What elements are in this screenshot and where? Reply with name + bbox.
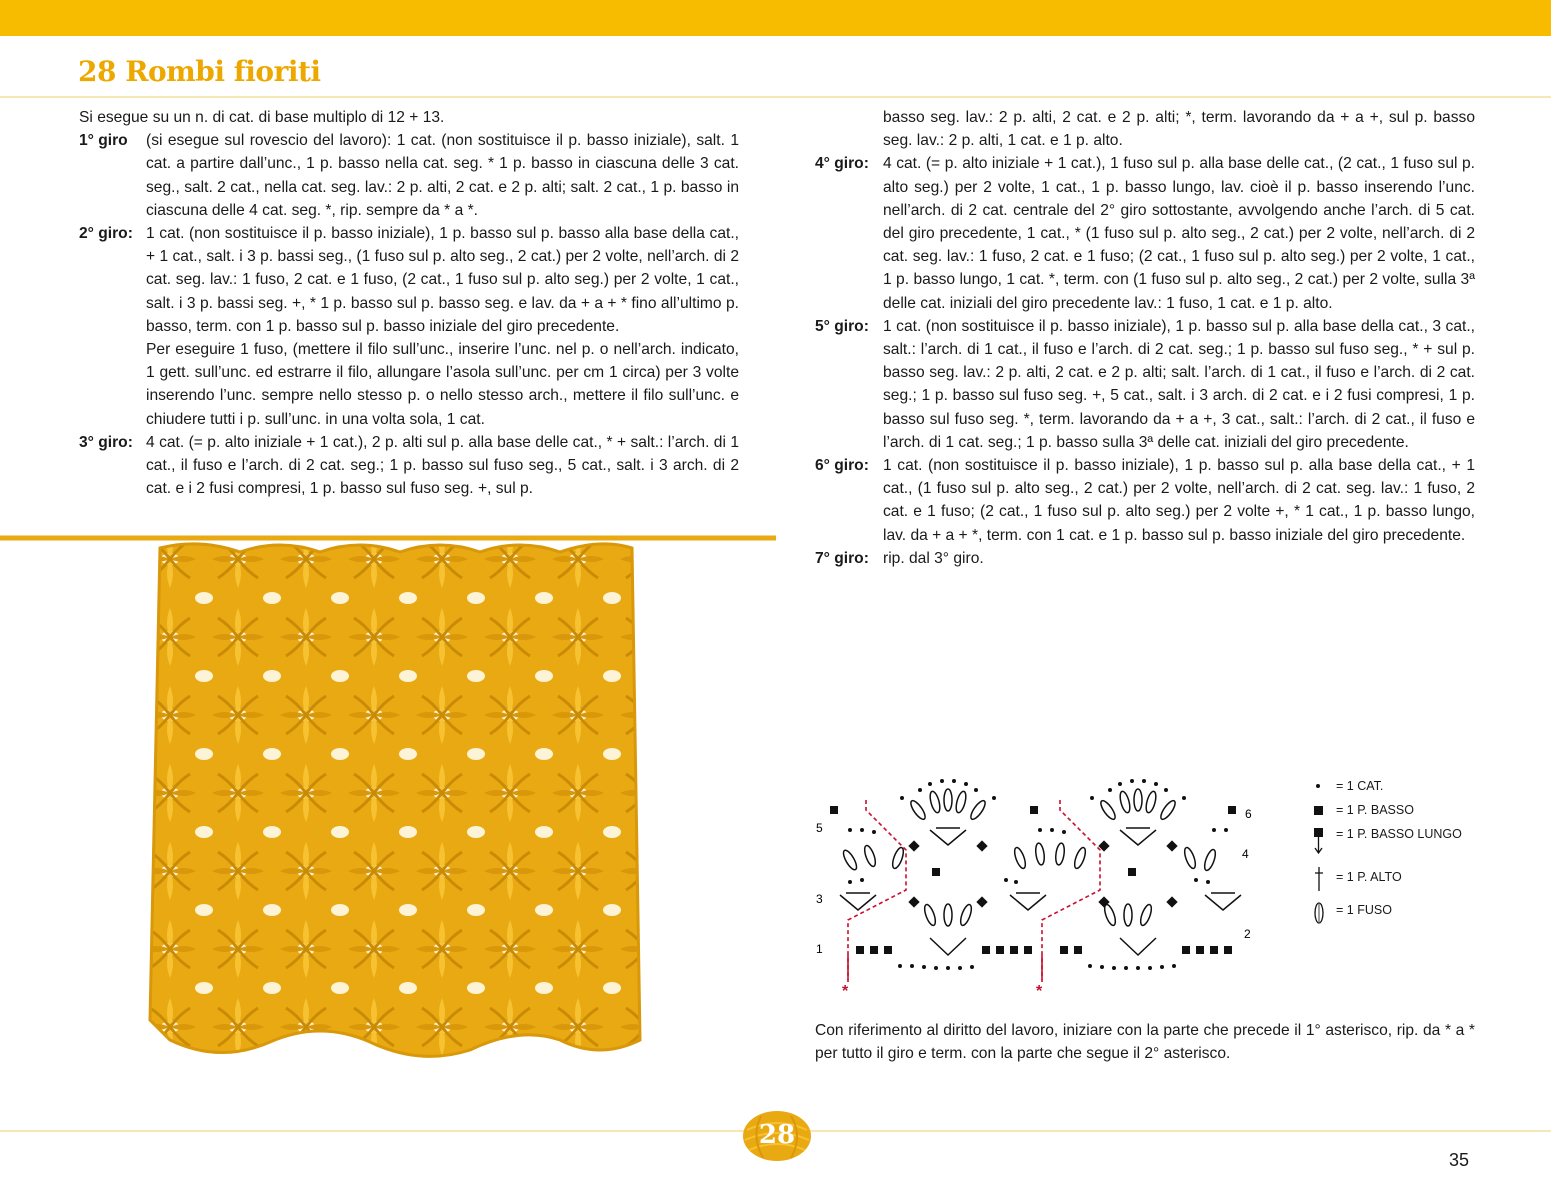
row-6-instructions bbox=[815, 454, 1475, 547]
crochet-chart bbox=[810, 770, 1260, 1000]
row-text: 4 cat. (= p. alto iniziale + 1 cat.), 2 p. alti sul p. alla base delle cat., * + salt.: l’arch. di 1 cat., il fuso e l’arch. di 2 cat. seg.; 1 p. basso sul fuso seg., 5 cat., salt. i 3 arch. di 2 cat. e i 2 fusi compresi, 1 p. basso sul fuso seg. +, sul p. bbox=[146, 433, 739, 498]
row-text: 1 cat. (non sostituisce il p. basso iniziale), 1 p. basso sul p. basso alla base della cat., + 1 cat., salt. i 3 p. bassi seg., (1 fuso sul p. alto seg., 2 cat.) per 2 volte, nell’arch. di 2 cat. seg. lav.: 1 fuso, 2 cat. e 1 fuso, (2 cat., 1 fuso sul p. alto seg.) per 2 volte, 1 cat., salt. i 3 p. bassi seg. +, * 1 p. basso sul p. basso seg. e lav. da + a + * fino all’ultimo p. basso, term. con 1 p. basso sul p. basso iniziale del giro precedente. bbox=[146, 225, 739, 335]
legend-item bbox=[1312, 824, 1512, 864]
row-label: 4° giro: bbox=[815, 155, 869, 173]
row-text: 1 cat. (non sostituisce il p. basso iniziale), 1 p. basso sul p. alla base della cat., 3 cat., salt.: l’arch. di 1 cat., il fuso e l’arch. di 2 cat. seg.; 1 p. basso sul fuso seg., * + sul p. basso seg. lav.: 2 p. alti, 2 cat. e 2 p. alti; salt. l’arch. di 1 cat., il fuso e l’arch. di 2 cat. seg.; 1 p. basso sul fuso seg. +, 5 cat., salt. i 3 arch. di 2 cat. e i 2 fusi compresi, 1 p. basso sul fuso seg. *, term. lavorando da + a +, 3 cat., salt.: l’arch. di 2 cat., il fuso e l’arch. di 1 cat. seg.; 1 p. basso sulla 3ª delle cat. iniziali del giro precedente. bbox=[883, 317, 1475, 451]
row-2-instructions bbox=[79, 222, 739, 338]
instructions-right-column bbox=[815, 106, 1475, 570]
asterisk-marker-1: * bbox=[842, 983, 849, 1000]
row-4-instructions bbox=[815, 152, 1475, 314]
row-3-continuation: basso seg. lav.: 2 p. alti, 2 cat. e 2 p. alti; *, term. lavorando da + a +, sul p. basso seg. lav.: 2 p. alti, 1 cat. e 1 p. alto. bbox=[883, 109, 1475, 150]
asterisk-marker-2: * bbox=[1036, 983, 1043, 1000]
legend-label: = 1 P. ALTO bbox=[1336, 870, 1402, 884]
fan-top-right bbox=[1090, 779, 1186, 821]
row-text: (si esegue sul rovescio del lavoro): 1 cat. (non sostituisce il p. basso iniziale), salt. 1 cat. a partire dall’unc., 1 p. basso nella cat. seg. * 1 p. basso in ciascuna delle 3 cat. seg., salt. 2 cat., nella cat. seg. lav.: 2 p. alti, 2 cat. e 2 p. alti; salt. 2 cat., 1 p. basso in ciascuna delle 4 cat. seg. *, rip. sempre da * a *. bbox=[146, 132, 739, 219]
row-label: 6° giro: bbox=[815, 457, 869, 475]
row-text: 4 cat. (= p. alto iniziale + 1 cat.), 1 fuso sul p. alla base delle cat., (2 cat., 1 fuso sul p. alto seg.) per 2 volte, 1 cat., 1 p. basso lungo, lav. cioè il p. basso inserendo l’unc. nell’arch. di 2 cat. centrale del 2° giro sottostante, avvolgendo anche l’arch. di 5 cat. del giro precedente, 1 cat., * (1 fuso sul p. alto seg., 2 cat.) per 2 volte, nell’arch. di 2 cat. seg. lav.: 1 fuso, 2 cat. e 1 fuso; (2 cat., 1 fuso sul p. alto seg.) per 2 volte, 1 cat., 1 p. basso lungo, 1 cat. *, term. con (1 fuso sul p. alto seg., 2 cat.) per 2 volte, sulla 3ª delle cat. iniziali del giro precedente lav.: 1 fuso, 1 cat. e 1 p. alto. bbox=[883, 155, 1475, 312]
legend-label: = 1 CAT. bbox=[1336, 779, 1384, 793]
row-number-2: 2 bbox=[1244, 927, 1251, 941]
swatch-illustration bbox=[0, 520, 780, 1080]
row-number-5: 5 bbox=[816, 821, 823, 835]
square-icon bbox=[1312, 800, 1332, 822]
yarn-ball-badge bbox=[741, 1110, 813, 1162]
pattern-number: 28 bbox=[758, 1120, 796, 1150]
legend-item bbox=[1312, 800, 1512, 824]
row-text: rip. dal 3° giro. bbox=[883, 549, 984, 567]
legend-label: = 1 P. BASSO LUNGO bbox=[1336, 827, 1462, 841]
spindle-icon bbox=[1312, 900, 1332, 926]
legend-item bbox=[1312, 864, 1512, 900]
row-number-1: 1 bbox=[816, 942, 823, 956]
single-crochet-row-1 bbox=[830, 806, 1236, 954]
chain-dot-icon bbox=[1312, 776, 1332, 798]
row-text: 1 cat. (non sostituisce il p. basso iniziale), 1 p. basso sul p. alla base della cat., + 1 cat., (1 fuso sul p. alto seg., 2 cat.) per 2 volte, nell’arch. di 2 cat. seg. lav.: 1 fuso, 2 cat. e 1 fuso; (2 cat., 1 fuso sul p. alto seg.) per 2 volte +, * 1 cat., 1 p. basso lungo, lav. da + a + *, term. con 1 cat. e 1 p. basso sul p. basso iniziale del giro precedente. bbox=[883, 457, 1475, 544]
fan-top-left bbox=[900, 779, 996, 821]
row-3-instructions bbox=[79, 431, 739, 501]
chart-symbols bbox=[810, 770, 1260, 1000]
row-1-instructions bbox=[79, 129, 739, 222]
row-label: 3° giro: bbox=[79, 433, 133, 451]
row-number-3: 3 bbox=[816, 892, 823, 906]
fuso-stitch-note: Per eseguire 1 fuso, (mettere il filo sull’unc., inserire l’unc. nel p. o nell’arch. indicato, 1 gett. sull’unc. ed estrarre il filo, allungare l’asola sull’unc. per cm 1 circa) per 3 volte inserendo l’unc. sempre nello stesso p. o nello stesso arch., mettere il filo sull’unc. e chiudere tutti i p. sull’unc. in una volta sola, 1 cat. bbox=[146, 341, 739, 428]
legend-item bbox=[1312, 776, 1512, 800]
row-label: 1° giro bbox=[79, 132, 128, 150]
page-number: 35 bbox=[1449, 1150, 1470, 1170]
intro-text: Si esegue su un n. di cat. di base multiplo di 12 + 13. bbox=[79, 109, 445, 126]
cross-stitch-icon bbox=[1312, 864, 1332, 894]
row-7-instructions bbox=[815, 547, 1475, 570]
row-label: 5° giro: bbox=[815, 317, 869, 335]
row-label: 7° giro: bbox=[815, 549, 869, 567]
legend-item bbox=[1312, 900, 1512, 930]
title-divider bbox=[0, 96, 1551, 98]
instructions-left-column bbox=[79, 106, 739, 500]
crochet-swatch-photo bbox=[0, 520, 780, 1080]
middle-fans bbox=[840, 828, 1241, 955]
legend-label: = 1 P. BASSO bbox=[1336, 803, 1414, 817]
chart-instructions-note: Con riferimento al diritto del lavoro, iniziare con la parte che precede il 1° asterisco, rip. da * a * per tutto il giro e term. con la parte che segue il 2° asterisco. bbox=[815, 1022, 1475, 1063]
repeat-markers bbox=[848, 800, 1100, 982]
legend-label: = 1 FUSO bbox=[1336, 903, 1392, 917]
top-color-bar bbox=[0, 0, 1551, 36]
row-5-instructions bbox=[815, 315, 1475, 454]
row-label: 2° giro: bbox=[79, 225, 133, 243]
row-number-4: 4 bbox=[1242, 847, 1249, 861]
row-number-6: 6 bbox=[1245, 807, 1252, 821]
page-title: 28 Rombi fioriti bbox=[78, 55, 321, 88]
chart-legend bbox=[1312, 776, 1512, 930]
square-arrow-icon bbox=[1312, 824, 1332, 864]
